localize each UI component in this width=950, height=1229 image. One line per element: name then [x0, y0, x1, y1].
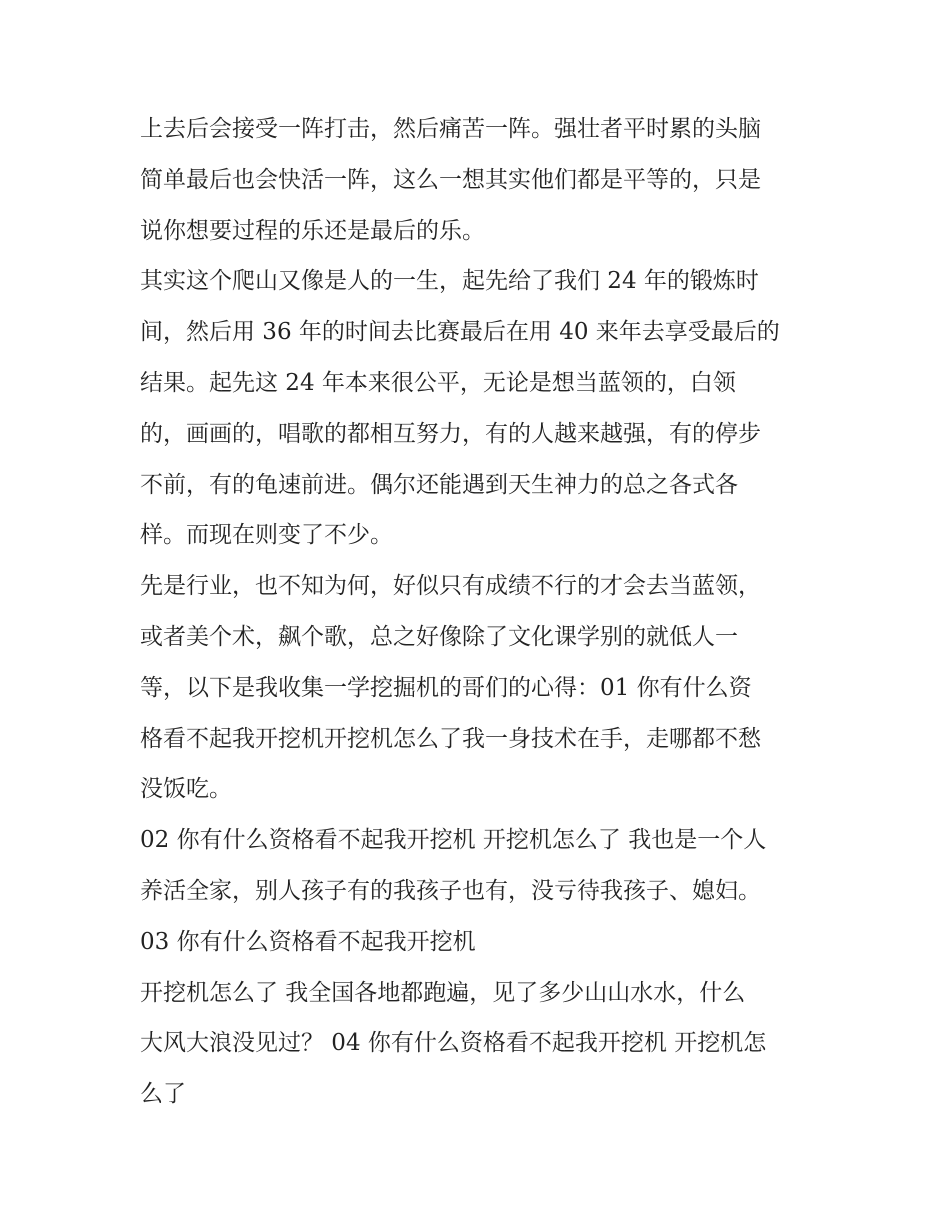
paragraph-4: [140, 815, 810, 917]
text-line: 02 你有什么资格看不起我开挖机 开挖机怎么了 我也是一个人: [140, 827, 767, 854]
paragraph-3: [140, 561, 810, 815]
text-line: 说你想要过程的乐还是最后的乐。: [140, 217, 485, 244]
text-line: 开挖机怎么了 我全国各地都跑遍，见了多少山山水水，什么: [140, 979, 746, 1006]
text-line: 不前，有的龟速前进。偶尔还能遇到天生神力的总之各式各: [140, 471, 738, 498]
text-line: 养活全家，别人孩子有的我孩子也有，没亏待我孩子、媳妇。: [140, 877, 761, 904]
text-line: 上去后会接受一阵打击，然后痛苦一阵。强壮者平时累的头脑: [140, 116, 761, 142]
paragraph-2: [140, 256, 810, 561]
document-body: [140, 104, 810, 1120]
paragraph-6: [140, 968, 810, 1120]
text-line: 先是行业，也不知为何，好似只有成绩不行的才会去当蓝领，: [140, 573, 761, 600]
text-line: 等，以下是我收集一学挖掘机的哥们的心得：01 你有什么资: [140, 674, 752, 701]
text-line: 没饭吃。: [140, 776, 232, 803]
text-line: 大风大浪没见过？ 04 你有什么资格看不起我开挖机 开挖机怎: [140, 1030, 767, 1057]
text-line: 格看不起我开挖机开挖机怎么了我一身技术在手，走哪都不愁: [140, 725, 761, 752]
text-line: 的，画画的，唱歌的都相互努力，有的人越来越强，有的停步: [140, 420, 761, 447]
text-line: 间，然后用 36 年的时间去比赛最后在用 40 来年去享受最后的: [140, 319, 780, 346]
text-line: 简单最后也会快活一阵，这么一想其实他们都是平等的，只是: [140, 166, 761, 193]
text-line: 03 你有什么资格看不起我开挖机: [140, 928, 476, 955]
text-line: 结果。起先这 24 年本来很公平，无论是想当蓝领的，白领: [140, 369, 736, 396]
text-line: 或者美个术，飙个歌，总之好像除了文化课学别的就低人一: [140, 623, 738, 650]
text-line: 样。而现在则变了不少。: [140, 522, 393, 549]
text-line: 么了: [140, 1081, 186, 1108]
text-line: 其实这个爬山又像是人的一生，起先给了我们 24 年的锻炼时: [140, 268, 759, 295]
paragraph-1: [140, 104, 810, 256]
paragraph-5: [140, 917, 810, 968]
